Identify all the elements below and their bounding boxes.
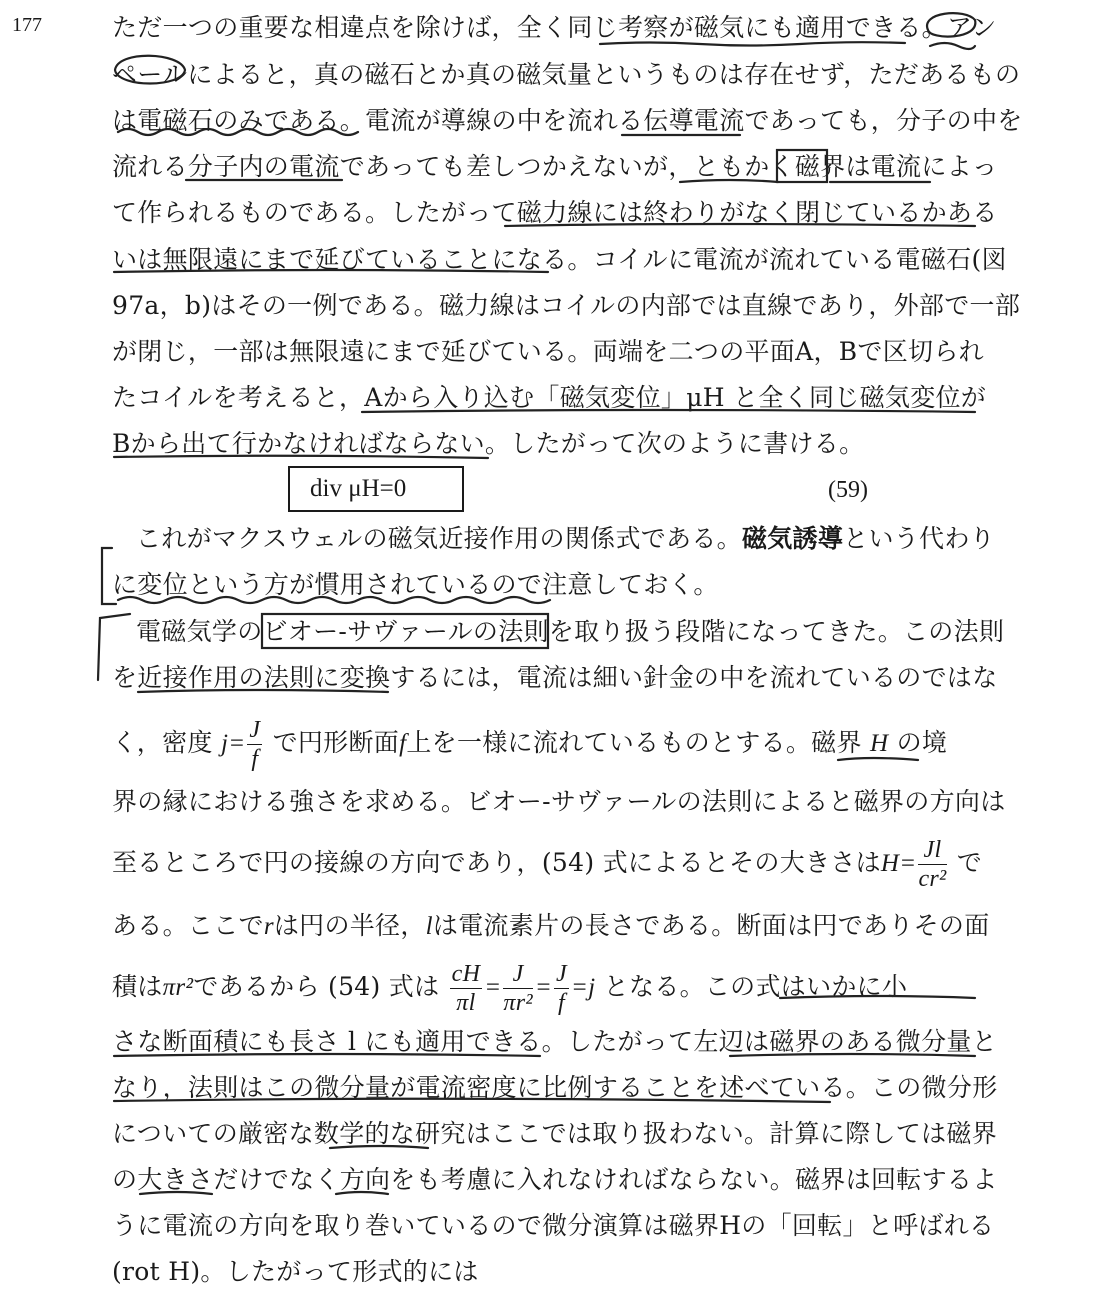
math-equals: = bbox=[484, 974, 502, 1001]
text-span: は円の半径， bbox=[273, 911, 426, 940]
bold-term: 磁気誘導 bbox=[741, 524, 844, 553]
text-line: いは無限遠にまで延びていることになる。コイルに電流が流れている電磁石(図 bbox=[112, 245, 1007, 274]
frac-num: J bbox=[503, 962, 532, 989]
text-line: 97a，b)はその一例である。磁力線はコイルの内部では直線であり，外部で一部 bbox=[112, 291, 1021, 320]
text-line: ペールによると，真の磁石とか真の磁気量というものは存在せず，ただあるもの bbox=[112, 60, 1021, 89]
math-pi-r2: πr² bbox=[162, 974, 194, 1001]
math-equals: = bbox=[534, 974, 553, 1001]
equation-59: div μH=0 bbox=[288, 466, 464, 512]
text-line bbox=[112, 717, 974, 772]
math-r: r bbox=[263, 913, 274, 940]
text-line: が閉じ，一部は無限遠にまで延びている。両端を二つの平面A，Bで区切られ bbox=[112, 337, 984, 366]
text-span: で bbox=[956, 848, 983, 877]
text-line: て作られるものである。したがって磁力線には終わりがなく閉じているかある bbox=[112, 198, 998, 227]
frac-den: f bbox=[558, 990, 565, 1016]
text-line: たコイルを考えると，Aから入り込む「磁気変位」μH と全く同じ磁気変位が bbox=[112, 383, 987, 412]
fraction-jl-over-cr2 bbox=[918, 838, 946, 891]
text-span: であるから (54) 式は bbox=[193, 972, 440, 1001]
frac-num: J bbox=[556, 961, 567, 987]
equation-number: (59) bbox=[828, 477, 868, 503]
text-span: は電流素片の長さである。断面は円でありその面 bbox=[432, 911, 990, 940]
text-line: なり，法則はこの微分量が電流密度に比例することを述べている。この微分形 bbox=[112, 1073, 998, 1102]
text-line: の大きさだけでなく方向をも考慮に入れなければならない。磁界は回転するよ bbox=[112, 1165, 998, 1194]
frac-num: Jl bbox=[918, 838, 946, 865]
frac-den: f bbox=[251, 746, 259, 772]
text-span: く，密度 bbox=[112, 728, 213, 757]
text-line: さな断面積にも長さ l にも適用できる。したがって左辺は磁界のある微分量と bbox=[112, 1027, 997, 1056]
fraction-j-over-f-2 bbox=[554, 962, 569, 1015]
text-span: ある。ここで bbox=[112, 911, 264, 940]
text-span: で円形断面 bbox=[272, 728, 400, 757]
text-line bbox=[112, 960, 974, 1014]
math-f: f bbox=[399, 730, 407, 757]
fraction-ch-over-pil bbox=[450, 962, 483, 1015]
frac-den: πl bbox=[456, 990, 476, 1016]
math-eq-j: =j bbox=[571, 974, 596, 1001]
math-H-eq: H= bbox=[880, 850, 917, 877]
frac-num: cH bbox=[451, 961, 481, 987]
text-line: は電磁石のみである。電流が導線の中を流れる伝導電流であっても，分子の中を bbox=[112, 106, 1023, 135]
text-line: 界の縁における強さを求める。ビオー-サヴァールの法則によると磁界の方向は bbox=[112, 787, 1006, 816]
text-line: 電磁気学のビオー-サヴァールの法則を取り扱う段階になってきた。この法則 bbox=[136, 617, 1005, 646]
text-span: という代わり bbox=[843, 524, 995, 553]
math-l: l bbox=[425, 913, 433, 940]
text-line bbox=[112, 837, 983, 892]
text-span: 上を一様に流れているものとする。磁界 bbox=[406, 728, 862, 757]
text-line: Bから出て行かなければならない。したがって次のように書ける。 bbox=[112, 429, 865, 458]
frac-num: J bbox=[249, 717, 261, 743]
text-line: (rot H)。したがって形式的には bbox=[112, 1257, 479, 1286]
frac-den: cr² bbox=[918, 866, 947, 892]
text-span: となる。この式はいかに小 bbox=[603, 972, 908, 1001]
text-span: 至るところで円の接線の方向であり，(54) 式によるとその大きさは bbox=[112, 848, 881, 877]
text-line bbox=[112, 519, 995, 559]
math-H: H bbox=[870, 730, 889, 757]
fraction-j-over-f bbox=[247, 718, 262, 771]
text-line: を近接作用の法則に変換するには，電流は細い針金の中を流れているのではな bbox=[112, 663, 998, 692]
frac-den: πr² bbox=[503, 990, 533, 1016]
text-line: ただ一つの重要な相違点を除けば，全く同じ考察が磁気にも適用できる。アン bbox=[112, 13, 997, 42]
text-line: についての厳密な数学的な研究はここでは取り扱わない。計算に際しては磁界 bbox=[112, 1119, 998, 1148]
text-span: 積は bbox=[112, 972, 163, 1001]
text-line: 流れる分子内の電流であっても差しつかえないが，ともかく磁界は電流によっ bbox=[112, 152, 998, 181]
math-j: j= bbox=[220, 730, 246, 757]
fraction-j-over-pir2 bbox=[503, 962, 532, 1015]
text-line bbox=[112, 906, 990, 946]
page-number: 177 bbox=[12, 14, 42, 36]
text-span: これがマクスウェルの磁気近接作用の関係式である。 bbox=[136, 524, 742, 553]
text-span: の境 bbox=[896, 728, 948, 757]
text-line: に変位という方が慣用されているので注意しておく。 bbox=[112, 570, 719, 599]
text-line: うに電流の方向を取り巻いているので微分演算は磁界Hの「回転」と呼ばれる bbox=[112, 1211, 995, 1240]
